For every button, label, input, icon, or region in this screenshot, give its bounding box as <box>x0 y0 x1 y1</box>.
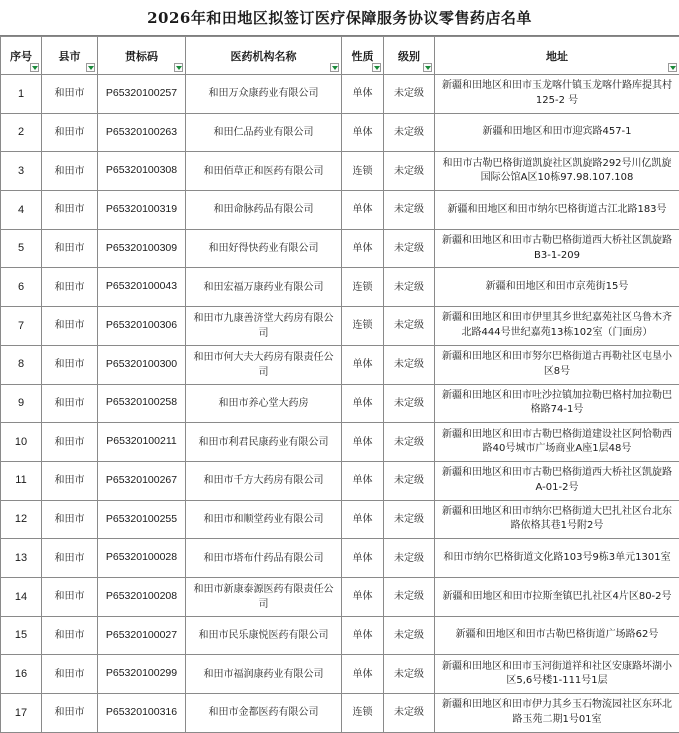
cell-name: 和田佰草正和医药有限公司 <box>186 152 342 191</box>
cell-county: 和田市 <box>42 577 98 616</box>
cell-no: 9 <box>1 384 42 423</box>
table-row <box>1 539 679 578</box>
cell-code: P65320100300 <box>98 345 186 384</box>
cell-no: 13 <box>1 539 42 578</box>
cell-type: 连锁 <box>342 307 384 346</box>
cell-level: 未定级 <box>384 577 435 616</box>
cell-county: 和田市 <box>42 655 98 694</box>
table-row <box>1 500 679 539</box>
cell-type: 单体 <box>342 461 384 500</box>
table-row <box>1 694 679 733</box>
cell-type: 单体 <box>342 75 384 114</box>
document-title: 2026年和田地区拟签订医疗保障服务协议零售药店名单 <box>0 0 679 36</box>
header-name-label: 医药机构名称 <box>230 49 297 63</box>
table-row <box>1 423 679 462</box>
cell-code: P65320100258 <box>98 384 186 423</box>
cell-no: 7 <box>1 307 42 346</box>
cell-type: 单体 <box>342 345 384 384</box>
table-row <box>1 577 679 616</box>
cell-code: P65320100267 <box>98 461 186 500</box>
cell-level: 未定级 <box>384 307 435 346</box>
cell-name: 和田市养心堂大药房 <box>186 384 342 423</box>
header-no <box>1 37 42 75</box>
filter-dropdown-icon[interactable] <box>30 63 39 72</box>
cell-type: 单体 <box>342 539 384 578</box>
cell-type: 单体 <box>342 500 384 539</box>
cell-county: 和田市 <box>42 229 98 268</box>
cell-no: 11 <box>1 461 42 500</box>
header-type <box>342 37 384 75</box>
cell-address: 新疆和田地区和田市玉龙喀什镇玉龙喀什路库提其村 125-2 号 <box>435 75 679 114</box>
cell-county: 和田市 <box>42 539 98 578</box>
header-address-label: 地址 <box>546 49 568 63</box>
cell-county: 和田市 <box>42 384 98 423</box>
cell-no: 4 <box>1 191 42 230</box>
header-type-label: 性质 <box>351 49 374 63</box>
cell-level: 未定级 <box>384 384 435 423</box>
cell-type: 单体 <box>342 384 384 423</box>
cell-no: 1 <box>1 75 42 114</box>
cell-no: 15 <box>1 616 42 655</box>
table-row <box>1 152 679 191</box>
filter-dropdown-icon[interactable] <box>423 63 432 72</box>
cell-county: 和田市 <box>42 423 98 462</box>
cell-address: 新疆和田地区和田市努尔巴格街道古再勒社区屯垦小区8号 <box>435 345 679 384</box>
cell-level: 未定级 <box>384 229 435 268</box>
table-row <box>1 384 679 423</box>
cell-name: 和田万众康药业有限公司 <box>186 75 342 114</box>
header-county <box>42 37 98 75</box>
cell-code: P65320100257 <box>98 75 186 114</box>
cell-name: 和田市千方大药房有限公司 <box>186 461 342 500</box>
cell-address: 和田市古勒巴格街道凯旋社区凯旋路292号川亿凯旋国际公馆A区10栋97.98.107.108 <box>435 152 679 191</box>
cell-type: 连锁 <box>342 268 384 307</box>
cell-no: 16 <box>1 655 42 694</box>
cell-code: P65320100308 <box>98 152 186 191</box>
table-row <box>1 191 679 230</box>
cell-county: 和田市 <box>42 694 98 733</box>
cell-address: 新疆和田地区和田市迎宾路457-1 <box>435 113 679 152</box>
cell-code: P65320100299 <box>98 655 186 694</box>
cell-level: 未定级 <box>384 539 435 578</box>
filter-dropdown-icon[interactable] <box>174 63 183 72</box>
cell-county: 和田市 <box>42 75 98 114</box>
cell-level: 未定级 <box>384 345 435 384</box>
cell-no: 14 <box>1 577 42 616</box>
header-level <box>384 37 435 75</box>
cell-address: 新疆和田地区和田市伊力其乡玉石物流园社区东环北路玉苑二期1号01室 <box>435 694 679 733</box>
cell-name: 和田仁品药业有限公司 <box>186 113 342 152</box>
cell-type: 单体 <box>342 191 384 230</box>
cell-name: 和田市民乐康悦医药有限公司 <box>186 616 342 655</box>
table-row <box>1 345 679 384</box>
cell-county: 和田市 <box>42 345 98 384</box>
table-row <box>1 307 679 346</box>
cell-level: 未定级 <box>384 616 435 655</box>
cell-address: 新疆和田地区和田市拉斯奎镇巴扎社区4片区80-2号 <box>435 577 679 616</box>
filter-dropdown-icon[interactable] <box>372 63 381 72</box>
cell-name: 和田市金都医药有限公司 <box>186 694 342 733</box>
filter-dropdown-icon[interactable] <box>330 63 339 72</box>
cell-name: 和田宏福万康药业有限公司 <box>186 268 342 307</box>
header-level-label: 级别 <box>398 49 420 63</box>
cell-level: 未定级 <box>384 655 435 694</box>
cell-address: 新疆和田地区和田市古勒巴格街道西大桥社区凯旋路B3-1-209 <box>435 229 679 268</box>
cell-name: 和田好得快药业有限公司 <box>186 229 342 268</box>
cell-name: 和田市塔布什药品有限公司 <box>186 539 342 578</box>
cell-address: 新疆和田地区和田市古勒巴格街道建设社区阿恰勒西路40号城市广场商业A座1层48号 <box>435 423 679 462</box>
cell-code: P65320100255 <box>98 500 186 539</box>
cell-address: 新疆和田地区和田市古勒巴格街道西大桥社区凯旋路A-01-2号 <box>435 461 679 500</box>
cell-code: P65320100043 <box>98 268 186 307</box>
cell-type: 单体 <box>342 229 384 268</box>
header-code <box>98 37 186 75</box>
cell-code: P65320100028 <box>98 539 186 578</box>
cell-address: 新疆和田地区和田市吐沙拉镇加拉勒巴格村加拉勒巴格路74-1号 <box>435 384 679 423</box>
cell-no: 6 <box>1 268 42 307</box>
cell-code: P65320100263 <box>98 113 186 152</box>
cell-address: 新疆和田地区和田市古勒巴格街道广场路62号 <box>435 616 679 655</box>
cell-address: 新疆和田地区和田市纳尔巴格街道大巴扎社区台北东路依格其巷1号附2号 <box>435 500 679 539</box>
cell-name: 和田命脉药品有限公司 <box>186 191 342 230</box>
filter-dropdown-icon[interactable] <box>86 63 95 72</box>
table-row <box>1 229 679 268</box>
cell-no: 17 <box>1 694 42 733</box>
cell-name: 和田市何大夫大药房有限责任公司 <box>186 345 342 384</box>
cell-level: 未定级 <box>384 423 435 462</box>
cell-code: P65320100208 <box>98 577 186 616</box>
cell-type: 单体 <box>342 577 384 616</box>
cell-county: 和田市 <box>42 152 98 191</box>
table-row <box>1 113 679 152</box>
pharmacy-table <box>0 36 679 733</box>
cell-name: 和田市和顺堂药业有限公司 <box>186 500 342 539</box>
header-name <box>186 37 342 75</box>
cell-county: 和田市 <box>42 461 98 500</box>
table-row <box>1 268 679 307</box>
cell-name: 和田市利君民康药业有限公司 <box>186 423 342 462</box>
cell-name: 和田市新康泰源医药有限责任公司 <box>186 577 342 616</box>
cell-address: 新疆和田地区和田市京苑街15号 <box>435 268 679 307</box>
cell-code: P65320100306 <box>98 307 186 346</box>
header-address <box>435 37 679 75</box>
cell-address: 新疆和田地区和田市玉河街道祥和社区安康路坏湖小区5,6号楼1-111号1层 <box>435 655 679 694</box>
cell-level: 未定级 <box>384 75 435 114</box>
filter-dropdown-icon[interactable] <box>668 63 677 72</box>
cell-no: 12 <box>1 500 42 539</box>
cell-type: 连锁 <box>342 152 384 191</box>
header-code-label: 贯标码 <box>125 49 158 63</box>
cell-level: 未定级 <box>384 152 435 191</box>
table-row <box>1 616 679 655</box>
cell-type: 单体 <box>342 616 384 655</box>
cell-no: 5 <box>1 229 42 268</box>
header-row <box>1 37 679 75</box>
cell-no: 3 <box>1 152 42 191</box>
cell-type: 单体 <box>342 113 384 152</box>
cell-level: 未定级 <box>384 191 435 230</box>
cell-county: 和田市 <box>42 500 98 539</box>
cell-level: 未定级 <box>384 461 435 500</box>
table-row <box>1 75 679 114</box>
cell-name: 和田市福润康药业有限公司 <box>186 655 342 694</box>
cell-type: 连锁 <box>342 694 384 733</box>
cell-code: P65320100319 <box>98 191 186 230</box>
cell-level: 未定级 <box>384 694 435 733</box>
table-row <box>1 461 679 500</box>
cell-code: P65320100027 <box>98 616 186 655</box>
cell-no: 10 <box>1 423 42 462</box>
cell-level: 未定级 <box>384 113 435 152</box>
cell-no: 8 <box>1 345 42 384</box>
cell-county: 和田市 <box>42 191 98 230</box>
cell-code: P65320100316 <box>98 694 186 733</box>
header-county-label: 县市 <box>58 49 81 63</box>
header-no-label: 序号 <box>10 49 32 63</box>
cell-type: 单体 <box>342 423 384 462</box>
cell-county: 和田市 <box>42 268 98 307</box>
cell-name: 和田市九康善济堂大药房有限公司 <box>186 307 342 346</box>
cell-address: 和田市纳尔巴格街道文化路103号9栋3单元1301室 <box>435 539 679 578</box>
cell-address: 新疆和田地区和田市伊里其乡世纪嘉苑社区乌鲁木齐北路444号世纪嘉苑13栋102室（门面房） <box>435 307 679 346</box>
cell-code: P65320100309 <box>98 229 186 268</box>
cell-no: 2 <box>1 113 42 152</box>
cell-level: 未定级 <box>384 500 435 539</box>
cell-county: 和田市 <box>42 307 98 346</box>
cell-county: 和田市 <box>42 616 98 655</box>
cell-address: 新疆和田地区和田市纳尔巴格街道古江北路183号 <box>435 191 679 230</box>
cell-type: 单体 <box>342 655 384 694</box>
table-row <box>1 655 679 694</box>
cell-county: 和田市 <box>42 113 98 152</box>
cell-code: P65320100211 <box>98 423 186 462</box>
cell-level: 未定级 <box>384 268 435 307</box>
